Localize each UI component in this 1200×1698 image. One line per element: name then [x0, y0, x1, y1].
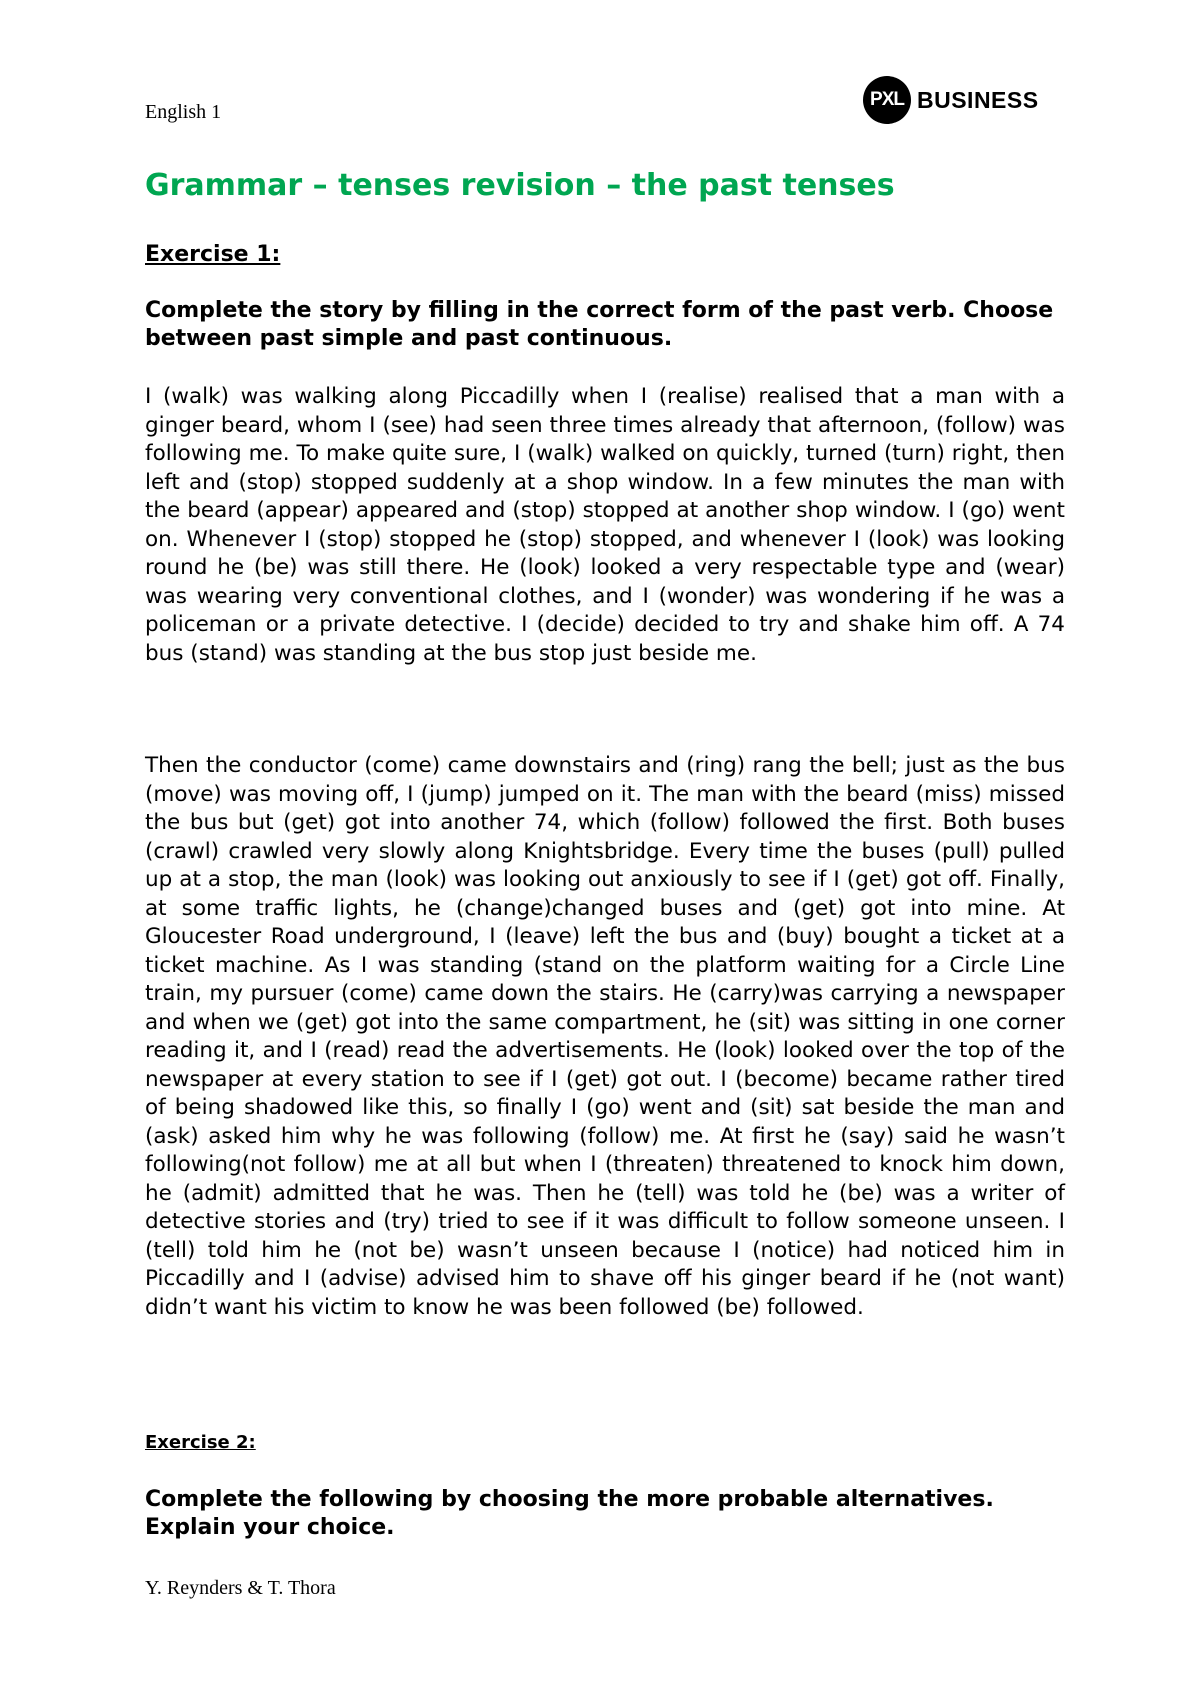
exercise-2-instruction: Complete the following by choosing the more probable alternatives. Explain your choice.	[145, 1487, 994, 1540]
footer-authors: Y. Reynders & T. Thora	[145, 1577, 336, 1599]
course-label: English 1	[145, 101, 222, 123]
logo-wordmark: BUSINESS	[917, 86, 1039, 113]
exercise-2-heading: Exercise 2:	[145, 1432, 256, 1453]
exercise-1-instruction: Complete the story by filling in the correct form of the past verb. Choose between past simple and past continuous.	[145, 298, 1054, 351]
pxl-logo-mark: PXL	[863, 76, 911, 124]
story-paragraph-2: Then the conductor (come) came downstairs and (ring) rang the bell; just as the bus (move) was moving off, I (jump) jumped on it. The man with the beard (miss) missed the bus but (get) got into another 74, which (follow) followed the first. Both buses (crawl) crawled very slowly along Knightsbridge. Every time the buses (pull) pulled up at a stop, the man (look) was looking out anxiously to see if I (get) got off. Finally, at some traffic lights, he (change)changed buses and (get) got into mine. At Gloucester Road underground, I (leave) left the bus and (buy) bought a ticket at a ticket machine. As I was standing (stand on the platform waiting for a Circle Line train, my pursuer (come) came down the stairs. He (carry)was carrying a newspaper and when we (get) got into the same compartment, he (sit) was sitting in one corner reading it, and I (read) read the advertisements. He (look) looked over the top of the newspaper at every station to see if I (get) got out. I (become) became rather tired of being shadowed like this, so finally I (go) went and (sit) sat beside the man and (ask) asked him why he was following (follow) me. At first he (say) said he wasn’t following(not follow) me at all but when I (threaten) threatened to knock him down, he (admit) admitted that he was. Then he (tell) was told he (be) was a writer of detective stories and (try) tried to see if it was difficult to follow someone unseen. I (tell) told him he (not be) wasn’t unseen because I (notice) had noticed him in Piccadilly and I (advise) advised him to shave off his ginger beard if he (not want) didn’t want his victim to know he was been followed (be) followed.	[145, 753, 1065, 1320]
story-paragraph-1: I (walk) was walking along Piccadilly when I (realise) realised that a man with a ginger beard, whom I (see) had seen three times already that afternoon, (follow) was following me. To make quite sure, I (walk) walked on quickly, turned (turn) right, then left and (stop) stopped suddenly at a shop window. In a few minutes the man with the beard (appear) appeared and (stop) stopped at another shop window. I (go) went on. Whenever I (stop) stopped he (stop) stopped, and whenever I (look) was looking round he (be) was still there. He (look) looked a very respectable type and (wear) was wearing very conventional clothes, and I (wonder) was wondering if he was a policeman or a private detective. I (decide) decided to try and shake him off. A 74 bus (stand) was standing at the bus stop just beside me.	[145, 384, 1065, 666]
pxl-business-logo	[863, 76, 1039, 124]
exercise-1-heading: Exercise 1:	[145, 242, 281, 267]
page-title: Grammar – tenses revision – the past tenses	[145, 168, 895, 203]
